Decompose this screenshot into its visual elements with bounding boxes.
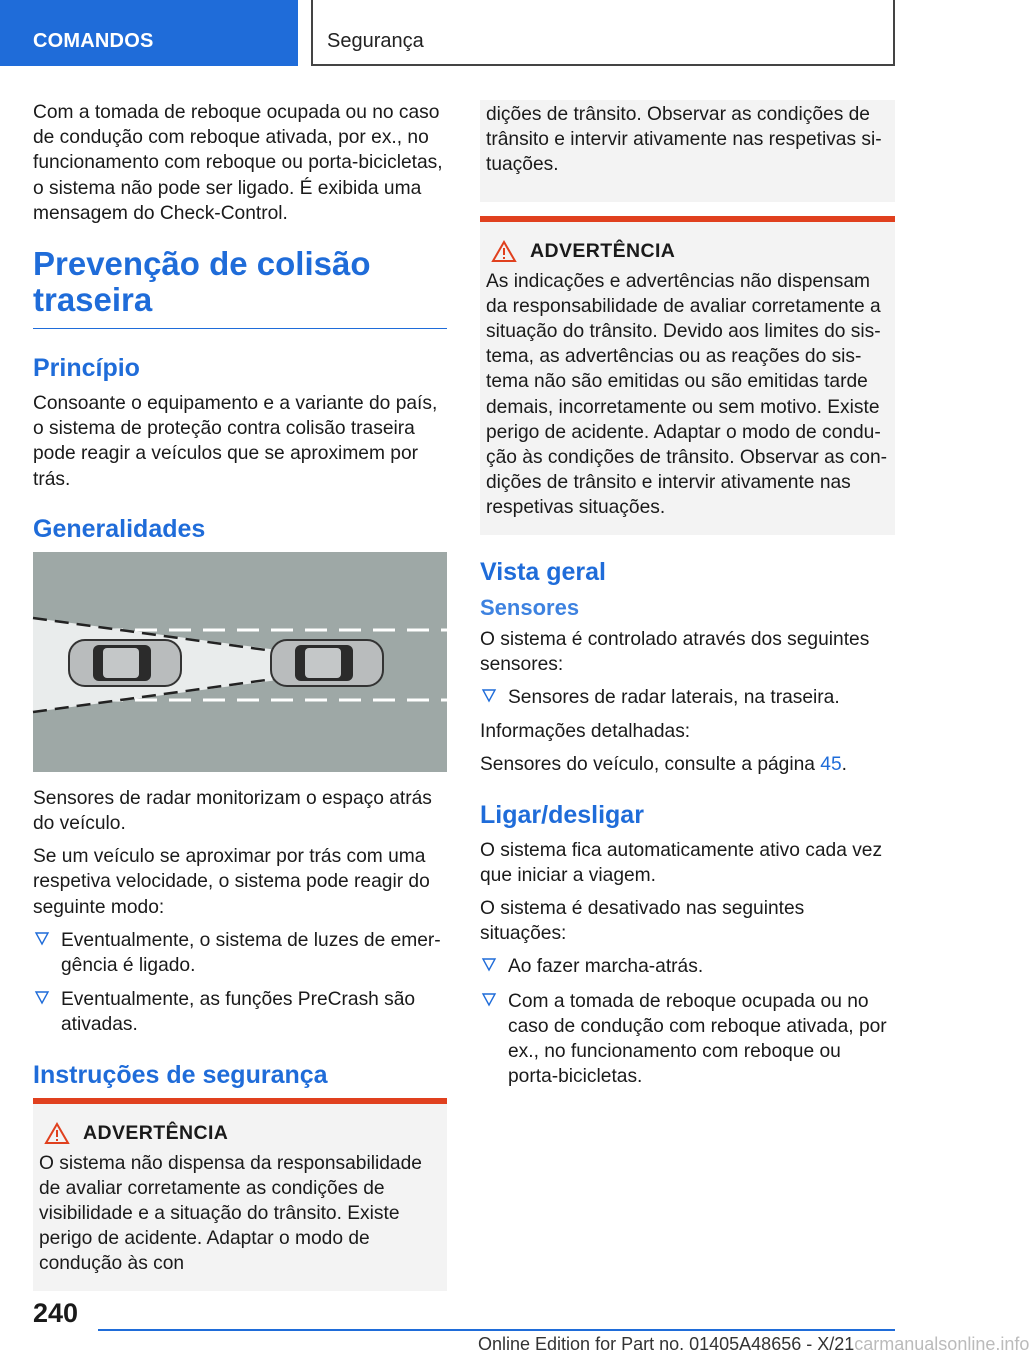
warning-box — [33, 1098, 447, 1291]
warning-continuation-text: dições de trânsito. Observar as condições de trânsito e intervir ativamente nas respetivas situações. — [486, 104, 882, 176]
triangle-bullet-icon — [482, 992, 496, 1006]
chapter-title: Prevenção de colisão traseira — [33, 246, 447, 329]
principio-heading: Princípio — [33, 354, 140, 383]
page-reference-end: . — [841, 754, 847, 776]
warning-text: As indicações e advertências não dispensam da responsabilidade de avaliar corretamente a situação do trânsito. Devido aos limites do sistema, as advertências ou as reações do sistema não são emitidas ou são emitidas tarde demais, incorretamente ou sem motivo. Existe perigo de acidente. Adaptar o modo de condução às condições de trânsito. Observar as condições de trânsito e intervir ativamente nas respetivas situações. — [486, 270, 888, 519]
road-scene-graphic — [33, 552, 447, 772]
footer-watermark: carmanualsonline.info — [854, 1334, 1029, 1354]
footer-edition — [478, 1334, 1029, 1355]
triangle-bullet-icon — [35, 931, 49, 945]
list-item — [33, 928, 447, 978]
footer-divider — [98, 1329, 895, 1331]
rear-radar-illustration — [33, 552, 447, 772]
warning-title — [45, 1122, 441, 1145]
triangle-bullet-icon — [482, 957, 496, 971]
subsection-box — [311, 0, 895, 66]
warning-text: O sistema não dispensa da responsabilidade de avaliar corretamente as condições de visibilidade e a situação do trânsito. Existe perigo de acidente. Adaptar o modo de condução às con — [39, 1152, 422, 1275]
warning-box-2 — [480, 216, 895, 535]
ligar-desligar-heading: Ligar/desligar — [480, 800, 644, 829]
front-car-graphic — [69, 640, 181, 686]
page-link[interactable]: 45 — [820, 754, 842, 776]
figure-caption: Sensores de radar monitorizam o espaço atrás do veículo. — [33, 787, 432, 835]
right-column — [480, 100, 895, 1098]
subsection-label: Segurança — [327, 30, 424, 52]
list-item — [480, 685, 895, 710]
list-item — [33, 987, 447, 1037]
info-label: Informações detalhadas: — [480, 721, 691, 743]
list-item-text: Eventualmente, as funções PreCrash são ativadas. — [61, 989, 416, 1036]
vista-geral-heading: Vista geral — [480, 557, 607, 586]
left-column — [33, 100, 447, 1291]
warning-triangle-icon — [492, 240, 516, 262]
deactivation-list — [480, 954, 895, 1089]
list-item — [480, 989, 895, 1090]
page-reference-text: Sensores do veículo, consulte a página — [480, 754, 821, 776]
triangle-bullet-icon — [482, 688, 496, 702]
warning-title-text: ADVERTÊNCIA — [530, 239, 676, 262]
warning-title — [492, 240, 889, 263]
section-tab — [0, 0, 298, 66]
page-header — [0, 0, 960, 66]
reaction-list — [33, 928, 447, 1038]
list-item-text: Sensores de radar laterais, na traseira. — [508, 687, 840, 709]
list-item — [480, 954, 895, 979]
page-reference — [480, 752, 895, 777]
sensor-list — [480, 685, 895, 710]
section-label: COMANDOS — [33, 30, 154, 52]
list-item-text: Eventualmente, o sistema de luzes de emergência é ligado. — [61, 929, 441, 977]
list-item-text: Ao fazer marcha-atrás. — [508, 956, 704, 978]
principio-text: Consoante o equipamento e a variante do país, o sistema de proteção contra colisão traseira pode reagir a veículos que se aproximem por trás. — [33, 393, 438, 490]
ligar-text-2: O sistema é desativado nas seguintes situações: — [480, 898, 805, 945]
list-item-text: Com a tomada de reboque ocupada ou no caso de condução com reboque ativada, por ex., no funcionamento com reboque ou porta-bicicletas. — [508, 990, 887, 1088]
generalidades-text: Se um veículo se aproximar por trás com uma respetiva velocidade, o sistema pode reagir do seguinte modo: — [33, 846, 430, 918]
instrucoes-heading: Instruções de segurança — [33, 1060, 328, 1089]
intro-paragraph: Com a tomada de reboque ocupada ou no caso de condução com reboque ativada, por ex., no funcionamento com reboque ou porta-bicicletas, o sistema não pode ser ligado. É exibida uma mensagem do Check-Control. — [33, 102, 443, 224]
generalidades-heading: Generalidades — [33, 514, 206, 543]
sensores-heading: Sensores — [480, 594, 580, 620]
rear-car-graphic — [271, 640, 383, 686]
sensores-text: O sistema é controlado através dos seguintes sensores: — [480, 628, 870, 675]
warning-title-text: ADVERTÊNCIA — [83, 1121, 229, 1144]
footer-edition-text: Online Edition for Part no. 01405A48656 - X/21 — [478, 1334, 855, 1354]
warning-triangle-icon — [45, 1122, 69, 1144]
triangle-bullet-icon — [35, 990, 49, 1004]
page-number: 240 — [33, 1298, 79, 1328]
ligar-text-1: O sistema fica automaticamente ativo cada vez que iniciar a viagem. — [480, 839, 883, 886]
warning-box-continuation — [480, 100, 895, 202]
